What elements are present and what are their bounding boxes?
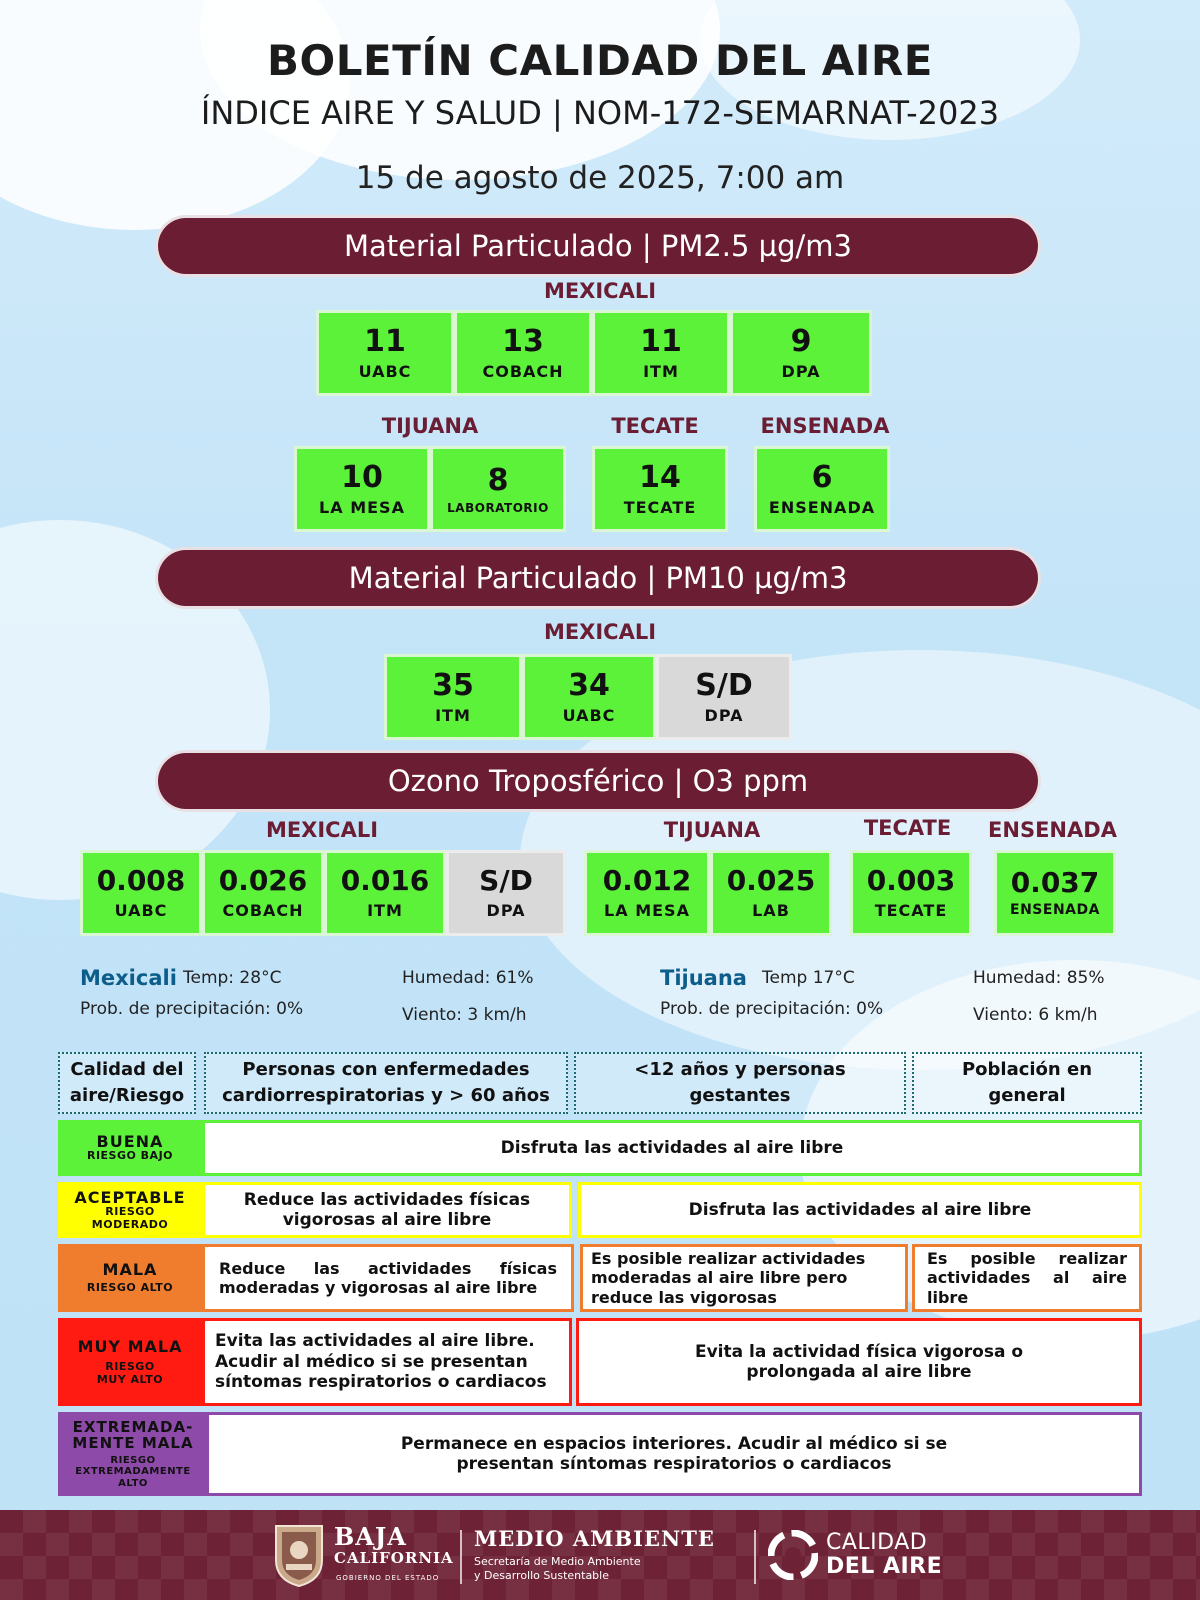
station-value: 0.016: [340, 864, 430, 898]
weather-tijuana-precip: Prob. de precipitación: 0%: [660, 999, 884, 1019]
level-name: BUENA: [96, 1131, 164, 1151]
station-value: 0.008: [96, 864, 186, 898]
calidad-del-aire-logo-icon: [768, 1530, 818, 1580]
table-header-cardio: Personas con enfermedades cardiorrespiratorias y > 60 años: [204, 1052, 568, 1114]
weather-mexicali-city: Mexicali: [80, 966, 177, 990]
level-extremadamente-mala: [58, 1412, 208, 1496]
footer-secretaria-line1: Secretaría de Medio Ambiente: [474, 1555, 641, 1568]
level-buena: [58, 1120, 202, 1176]
weather-tijuana-wind: Viento: 6 km/h: [973, 1005, 1098, 1025]
footer-secretaria-line2: y Desarrollo Sustentable: [474, 1569, 609, 1582]
footer-del-aire: DEL AIRE: [826, 1554, 943, 1579]
pm25-station-tecate: [592, 446, 728, 532]
o3-station-la-mesa: [584, 850, 710, 936]
o3-station-itm: [324, 850, 446, 936]
station-value: 8: [487, 462, 509, 498]
station-value: 13: [502, 324, 544, 359]
station-name: LA MESA: [319, 498, 405, 517]
level-aceptable: [58, 1182, 202, 1238]
level-risk: RIESGO MODERADO: [91, 1205, 169, 1231]
weather-tijuana-city: Tijuana: [660, 966, 747, 990]
level-mala: [58, 1244, 202, 1312]
o3-station-ensenada: [994, 850, 1116, 936]
station-name: UABC: [114, 900, 168, 920]
muy-mala-msg-rest: Evita la actividad física vigorosa o prolongada al aire libre: [576, 1318, 1142, 1406]
mala-msg-children: Es posible realizar actividades moderadas al aire libre pero reduce las vigorosas: [580, 1244, 908, 1312]
level-name: MUY MALA: [77, 1336, 183, 1356]
pm25-station-cobach: [454, 310, 592, 396]
footer-medio-ambiente: MEDIO AMBIENTE: [474, 1526, 715, 1551]
station-name: LAB: [752, 900, 790, 920]
o3-station-tecate: [850, 850, 972, 936]
pm25-banner: Material Particulado | PM2.5 µg/m3: [158, 218, 1038, 274]
station-value: 34: [568, 668, 610, 703]
pm25-station-ensenada: [754, 446, 890, 532]
level-risk: RIESGO ALTO: [86, 1281, 174, 1295]
station-value: 35: [432, 668, 474, 703]
muy-mala-msg-sensitive: Evita las actividades al aire libre. Acudir al médico si se presentan síntomas respiratorios o cardiacos: [202, 1318, 572, 1406]
footer-logo-baja: BAJA: [334, 1522, 407, 1551]
level-name: MALA: [102, 1259, 158, 1279]
o3-station-dpa: [446, 850, 566, 936]
footer-divider: [754, 1530, 756, 1584]
station-value: 0.025: [726, 864, 816, 898]
station-value: 10: [341, 460, 383, 495]
mala-msg-general: Es posible realizar actividades al aire libre: [912, 1244, 1142, 1312]
station-name: ITM: [643, 362, 679, 381]
level-muy-mala: [58, 1318, 202, 1406]
coat-of-arms-icon: [272, 1520, 326, 1588]
station-name: LABORATORIO: [447, 500, 549, 515]
pm25-station-itm: [592, 310, 730, 396]
o3-station-uabc: [80, 850, 202, 936]
station-name: LA MESA: [604, 900, 690, 920]
weather-tijuana-temp: Temp 17°C: [762, 968, 855, 988]
level-risk: RIESGO MUY ALTO: [96, 1360, 164, 1386]
footer-logo-gobierno: GOBIERNO DEL ESTADO: [336, 1574, 440, 1582]
station-name: UABC: [562, 706, 616, 725]
o3-mexicali-label: MEXICALI: [265, 818, 379, 842]
aceptable-msg-sensitive: Reduce las actividades físicas vigorosas al aire libre: [202, 1182, 572, 1238]
station-value: 11: [364, 324, 406, 359]
level-name: ACEPTABLE: [74, 1187, 186, 1207]
table-header-children: <12 años y personas gestantes: [574, 1052, 906, 1114]
o3-station-lab: [710, 850, 832, 936]
pm25-station-uabc: [316, 310, 454, 396]
pm25-station-la-mesa: [294, 446, 430, 532]
table-header-general: Población en general: [912, 1052, 1142, 1114]
level-risk: RIESGO EXTREMADAMENTE ALTO: [75, 1454, 191, 1489]
pm10-station-itm: [384, 654, 522, 740]
station-value: 0.003: [866, 864, 956, 898]
pm10-station-uabc: [522, 654, 656, 740]
weather-mexicali-precip: Prob. de precipitación: 0%: [80, 999, 304, 1019]
bulletin-datetime: 15 de agosto de 2025, 7:00 am: [355, 160, 845, 196]
station-name: ITM: [435, 706, 471, 725]
station-name: ITM: [367, 900, 403, 920]
station-value: S/D: [695, 668, 753, 703]
station-name: TECATE: [874, 900, 948, 920]
station-name: UABC: [358, 362, 412, 381]
extrema-msg-all: Permanece en espacios interiores. Acudir al médico si se presentan síntomas respiratorios o cardiacos: [206, 1412, 1142, 1496]
pm25-ensenada-label: ENSENADA: [760, 414, 890, 438]
station-name: TECATE: [623, 498, 697, 517]
footer-calidad: CALIDAD: [826, 1530, 928, 1555]
level-name: EXTREMADA-MENTE MALA: [72, 1417, 194, 1453]
pm25-station-dpa: [730, 310, 872, 396]
station-name: DPA: [781, 362, 821, 381]
page-subtitle: ÍNDICE AIRE Y SALUD | NOM-172-SEMARNAT-2023: [200, 94, 1000, 132]
station-name: DPA: [704, 706, 744, 725]
station-value: S/D: [479, 864, 533, 898]
station-value: 6: [811, 460, 833, 495]
station-name: DPA: [486, 900, 526, 920]
station-name: COBACH: [482, 362, 564, 381]
o3-banner: Ozono Troposférico | O3 ppm: [158, 753, 1038, 809]
station-value: 9: [790, 324, 812, 359]
pm25-tijuana-label: TIJUANA: [381, 414, 479, 438]
table-header-quality: Calidad del aire/Riesgo: [58, 1052, 196, 1114]
mala-msg-sensitive: Reduce las actividades físicas moderadas y vigorosas al aire libre: [202, 1244, 574, 1312]
o3-ensenada-label: ENSENADA: [988, 818, 1117, 842]
weather-mexicali-wind: Viento: 3 km/h: [402, 1005, 527, 1025]
station-name: COBACH: [222, 900, 304, 920]
station-name: ENSENADA: [1010, 902, 1100, 919]
pm10-mexicali-label: MEXICALI: [543, 620, 657, 644]
buena-msg-all: Disfruta las actividades al aire libre: [202, 1120, 1142, 1176]
aceptable-msg-rest: Disfruta las actividades al aire libre: [578, 1182, 1142, 1238]
station-value: 0.012: [602, 864, 692, 898]
pm25-mexicali-label: MEXICALI: [543, 279, 657, 303]
level-risk: RIESGO BAJO: [86, 1149, 174, 1163]
pm10-banner: Material Particulado | PM10 µg/m3: [158, 550, 1038, 606]
o3-tecate-label: TECATE: [863, 816, 952, 840]
page-title: BOLETÍN CALIDAD DEL AIRE: [267, 36, 933, 85]
station-name: ENSENADA: [768, 498, 876, 517]
footer-divider: [460, 1530, 462, 1584]
station-value: 0.026: [218, 864, 308, 898]
station-value: 14: [639, 460, 681, 495]
pm25-station-laboratorio: [430, 446, 566, 532]
station-value: 11: [640, 324, 682, 359]
pm10-station-dpa: [656, 654, 792, 740]
weather-tijuana-humidity: Humedad: 85%: [973, 968, 1105, 988]
weather-mexicali-temp: Temp: 28°C: [183, 968, 282, 988]
footer-logo-california: CALIFORNIA: [334, 1549, 454, 1567]
o3-station-cobach: [202, 850, 324, 936]
o3-tijuana-label: TIJUANA: [663, 818, 761, 842]
pm25-tecate-label: TECATE: [611, 414, 699, 438]
station-value: 0.037: [1010, 865, 1100, 899]
weather-mexicali-humidity: Humedad: 61%: [402, 968, 534, 988]
